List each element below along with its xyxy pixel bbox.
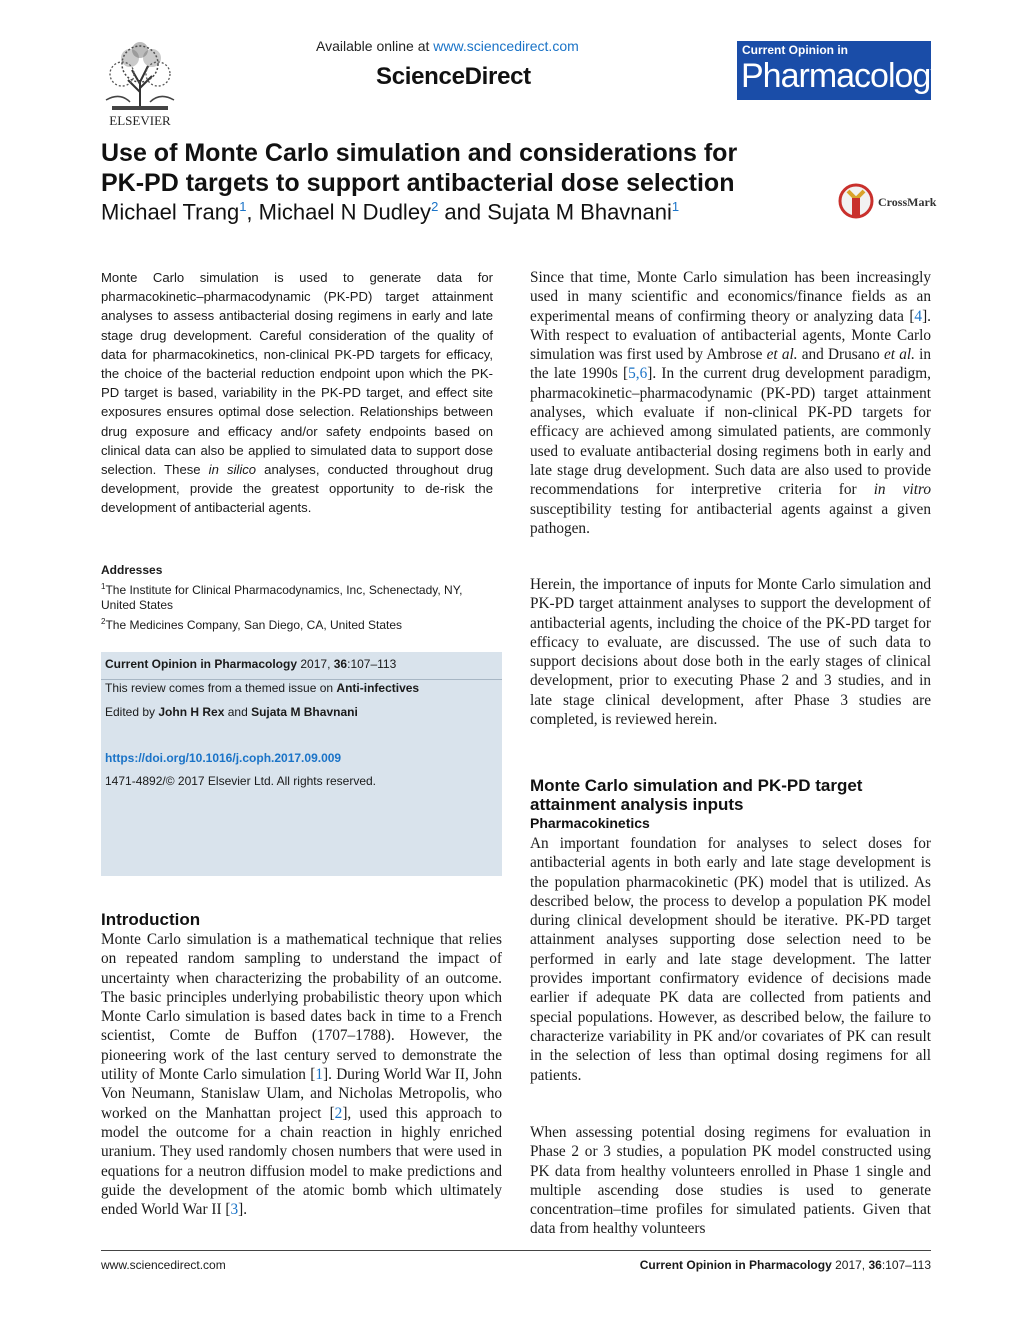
body-text: ]. In the current drug development paradigm, pharmacokinetic–pharmacodynamic (PK-PD) target attainment analyses, which evaluate if non-clinical PK-PD targets for efficacy are achieved among simulated patients, are commonly used to evaluate antibacterial dosing regimens both in early and late stage drug development. Such data are also used to provide recommendations for interpretive criteria for [530,365,931,499]
footer-site[interactable]: www.sciencedirect.com [101,1258,226,1272]
info-journal: Current Opinion in Pharmacology [105,657,298,671]
journal-banner [737,41,947,100]
editor-and: and [224,705,252,719]
author-list [101,199,679,225]
reference-link[interactable]: 1 [315,1066,323,1084]
author-affiliation[interactable]: 1 [239,199,247,214]
footer-pages: :107–113 [881,1258,931,1272]
body-paragraph: Herein, the importance of inputs for Monte Carlo simulation and PK-PD target attainment analyses to support the development of antibacterial agents, including the choice of the PK-PD target for efficacy to evaluate, are discussed. The use of such data to support decisions about dose both in the early stages of clinical development, prior to executing Phase 2 and 3 studies, and in late stage clinical development, after Phase 3 studies are completed, is reviewed herein. [530,576,931,729]
footer-rule [101,1250,931,1251]
footer-journal: Current Opinion in Pharmacology [639,1258,832,1272]
theme-prefix: This review comes from a themed issue on [105,681,337,695]
address-num: 1 [101,581,106,591]
reference-link[interactable]: 5,6 [628,365,648,383]
crossmark-label: CrossMark [878,195,937,209]
copyright-line: 1471-4892/© 2017 Elsevier Ltd. All rights reserved. [105,774,376,788]
author-name: Michael Trang [101,199,240,225]
reference-link[interactable]: 3 [230,1201,239,1219]
author-separator: , [246,199,259,225]
edited-prefix: Edited by [105,705,159,719]
reference-link[interactable]: 4 [914,307,923,325]
abstract-text: Monte Carlo simulation is used to generate data for pharmacokinetic–pharmacodynamic (PK-PD) target attainment analyses to assess antibacterial dosing regimens in early and late stage drug development. Careful consideration of the quality of data for pharmacokinetics, non-clinical PK-PD targets for efficacy, the choice of the bacterial reduction endpoint upon which the PK-PD target is based, variability in the PK-PD target, and effect site exposures ensures optimal dose selection. Relationships between drug exposure and efficacy and/or safety endpoints based on clinical data can also be applied to simulated data to support dose selection. These [101,270,493,478]
intro-paragraph [101,930,502,1219]
theme-name: Anti-infectives [336,681,420,695]
footer-year: 2017, [835,1258,866,1272]
footer-volume: 36 [868,1258,882,1272]
title-line-1: Use of Monte Carlo simulation and considerations for [101,139,738,167]
body-text: ]. During World War II, John Von Neumann, Stanislaw Ulam, and Nicholas Metropolis, who worked on the Manhattan project [ [101,1066,503,1122]
author-affiliation[interactable]: 1 [671,199,680,214]
body-text: Monte Carlo simulation is a mathematical technique that relies on repeated random sampling to understand the impact of uncertainty when characterizing the probability of an outcome. The basic principles underlying probabilistic theory upon which Monte Carlo simulation is based dates back in time to a French scientist, Comte de Buffon (1707–1788). However, the pioneering work of the last century served to demonstrate the utility of Monte Carlo simulation [ [101,931,502,1084]
crossmark-icon [838,183,874,221]
article-info-box [101,652,502,876]
address-num: 2 [101,616,106,626]
body-paragraph: An important foundation for analyses to select doses for antibacterial agents in both early and late stage development is the population pharmacokinetic (PK) model that is utilized. As described below, the process to develop a population PK model during clinical development should be iterative. PK-PD target attainment analyses supporting dose selection need to be performed in early and late stage development. The latter provides important confirmatory evidence of decisions made earlier if adequate PK data are collected from patients and special populations. However, as described below, the failure to characterize variability in PK and/or covariates of PK can result in the selection of less than optimal dosing regimens for all patients. [530,835,931,1084]
journal-banner-small: Current Opinion in [742,43,848,57]
editors-line [105,705,358,719]
article-title [101,138,821,198]
sciencedirect-wordmark: ScienceDirect [376,63,531,90]
footer-citation [640,1258,931,1272]
info-pages: :107–113 [347,657,397,671]
doi-line [105,751,341,765]
body-paragraph [530,268,931,538]
citation-line [105,657,396,671]
elsevier-logo [100,40,180,130]
body-text: ]. With respect to evaluation of antibacterial agents, Monte Carlo simulation was first used by Ambrose [530,307,931,364]
editor-name: John H Rex [158,705,225,719]
author-name: Michael N Dudley [258,199,432,225]
info-volume: 36 [333,657,348,671]
author-separator: and [438,199,488,225]
theme-line [105,681,419,695]
address-item [101,579,493,614]
doi-link[interactable]: https://doi.org/10.1016/j.coph.2017.09.009 [105,751,342,765]
svg-text:ELSEVIER: ELSEVIER [109,113,171,128]
info-year: 2017, [300,657,331,671]
editor-name: Sujata M Bhavnani [251,705,358,719]
body-paragraph: When assessing potential dosing regimens for evaluation in Phase 2 or 3 studies, a population PK model constructed using PK data from healthy volunteers enrolled in Phase 1 single and multiple ascending dose studies is used to generate concentration–time profiles for simulated patients. Given that data from healthy volunteers [530,1124,931,1238]
body-text: and Drusano [797,346,884,364]
addresses [101,563,493,633]
author-name: Sujata M Bhavnani [487,199,672,225]
available-prefix: Available online at [316,38,430,54]
section-heading-introduction: Introduction [101,910,201,929]
body-text: susceptibility testing for antibacterial agents against a given pathogen. [530,500,931,537]
journal-banner-large: Pharmacology [741,57,947,95]
abstract [101,268,493,518]
abstract-italic: in silico [208,462,257,478]
body-text: ]. [238,1201,248,1219]
abstract-text: analyses, conducted throughout drug development, provide the greatest opportunity to de-risk the development of antibacterial agents. [101,462,494,516]
address-text: The Institute for Clinical Pharmacodynamics, Inc, Schenectady, NY, United States [101,582,463,612]
italic-text: et al. [766,346,798,364]
italic-text: in vitro [873,481,931,499]
author-affiliation[interactable]: 2 [431,199,439,214]
italic-text: et al. [883,346,915,364]
body-text: in the late 1990s [ [530,346,931,383]
sciencedirect-link[interactable]: www.sciencedirect.com [433,38,579,54]
subheading-pharmacokinetics: Pharmacokinetics [530,815,650,831]
addresses-heading: Addresses [101,563,163,577]
address-item [101,614,493,634]
reference-link[interactable]: 2 [334,1104,343,1122]
section-heading-monte-carlo: Monte Carlo simulation and PK-PD target attainment analysis inputs [530,776,863,814]
crossmark-badge[interactable] [838,183,937,221]
available-online-line [316,38,579,54]
info-divider [101,679,502,680]
address-text: The Medicines Company, San Diego, CA, United States [105,617,403,632]
body-text: ], used this approach to model the outcome for a chain reaction in highly enriched uranium. They used randomly chosen numbers that were used in equations for a neutron diffusion model to make predictions and guide the development of the atomic bomb which ultimately ended World War II [ [101,1104,502,1219]
title-line-2: PK-PD targets to support antibacterial dose selection [101,169,735,197]
body-text: Since that time, Monte Carlo simulation has been increasingly used in many scientific and economics/finance fields as an experimental means of confirming theory or analyzing data [ [530,269,931,325]
